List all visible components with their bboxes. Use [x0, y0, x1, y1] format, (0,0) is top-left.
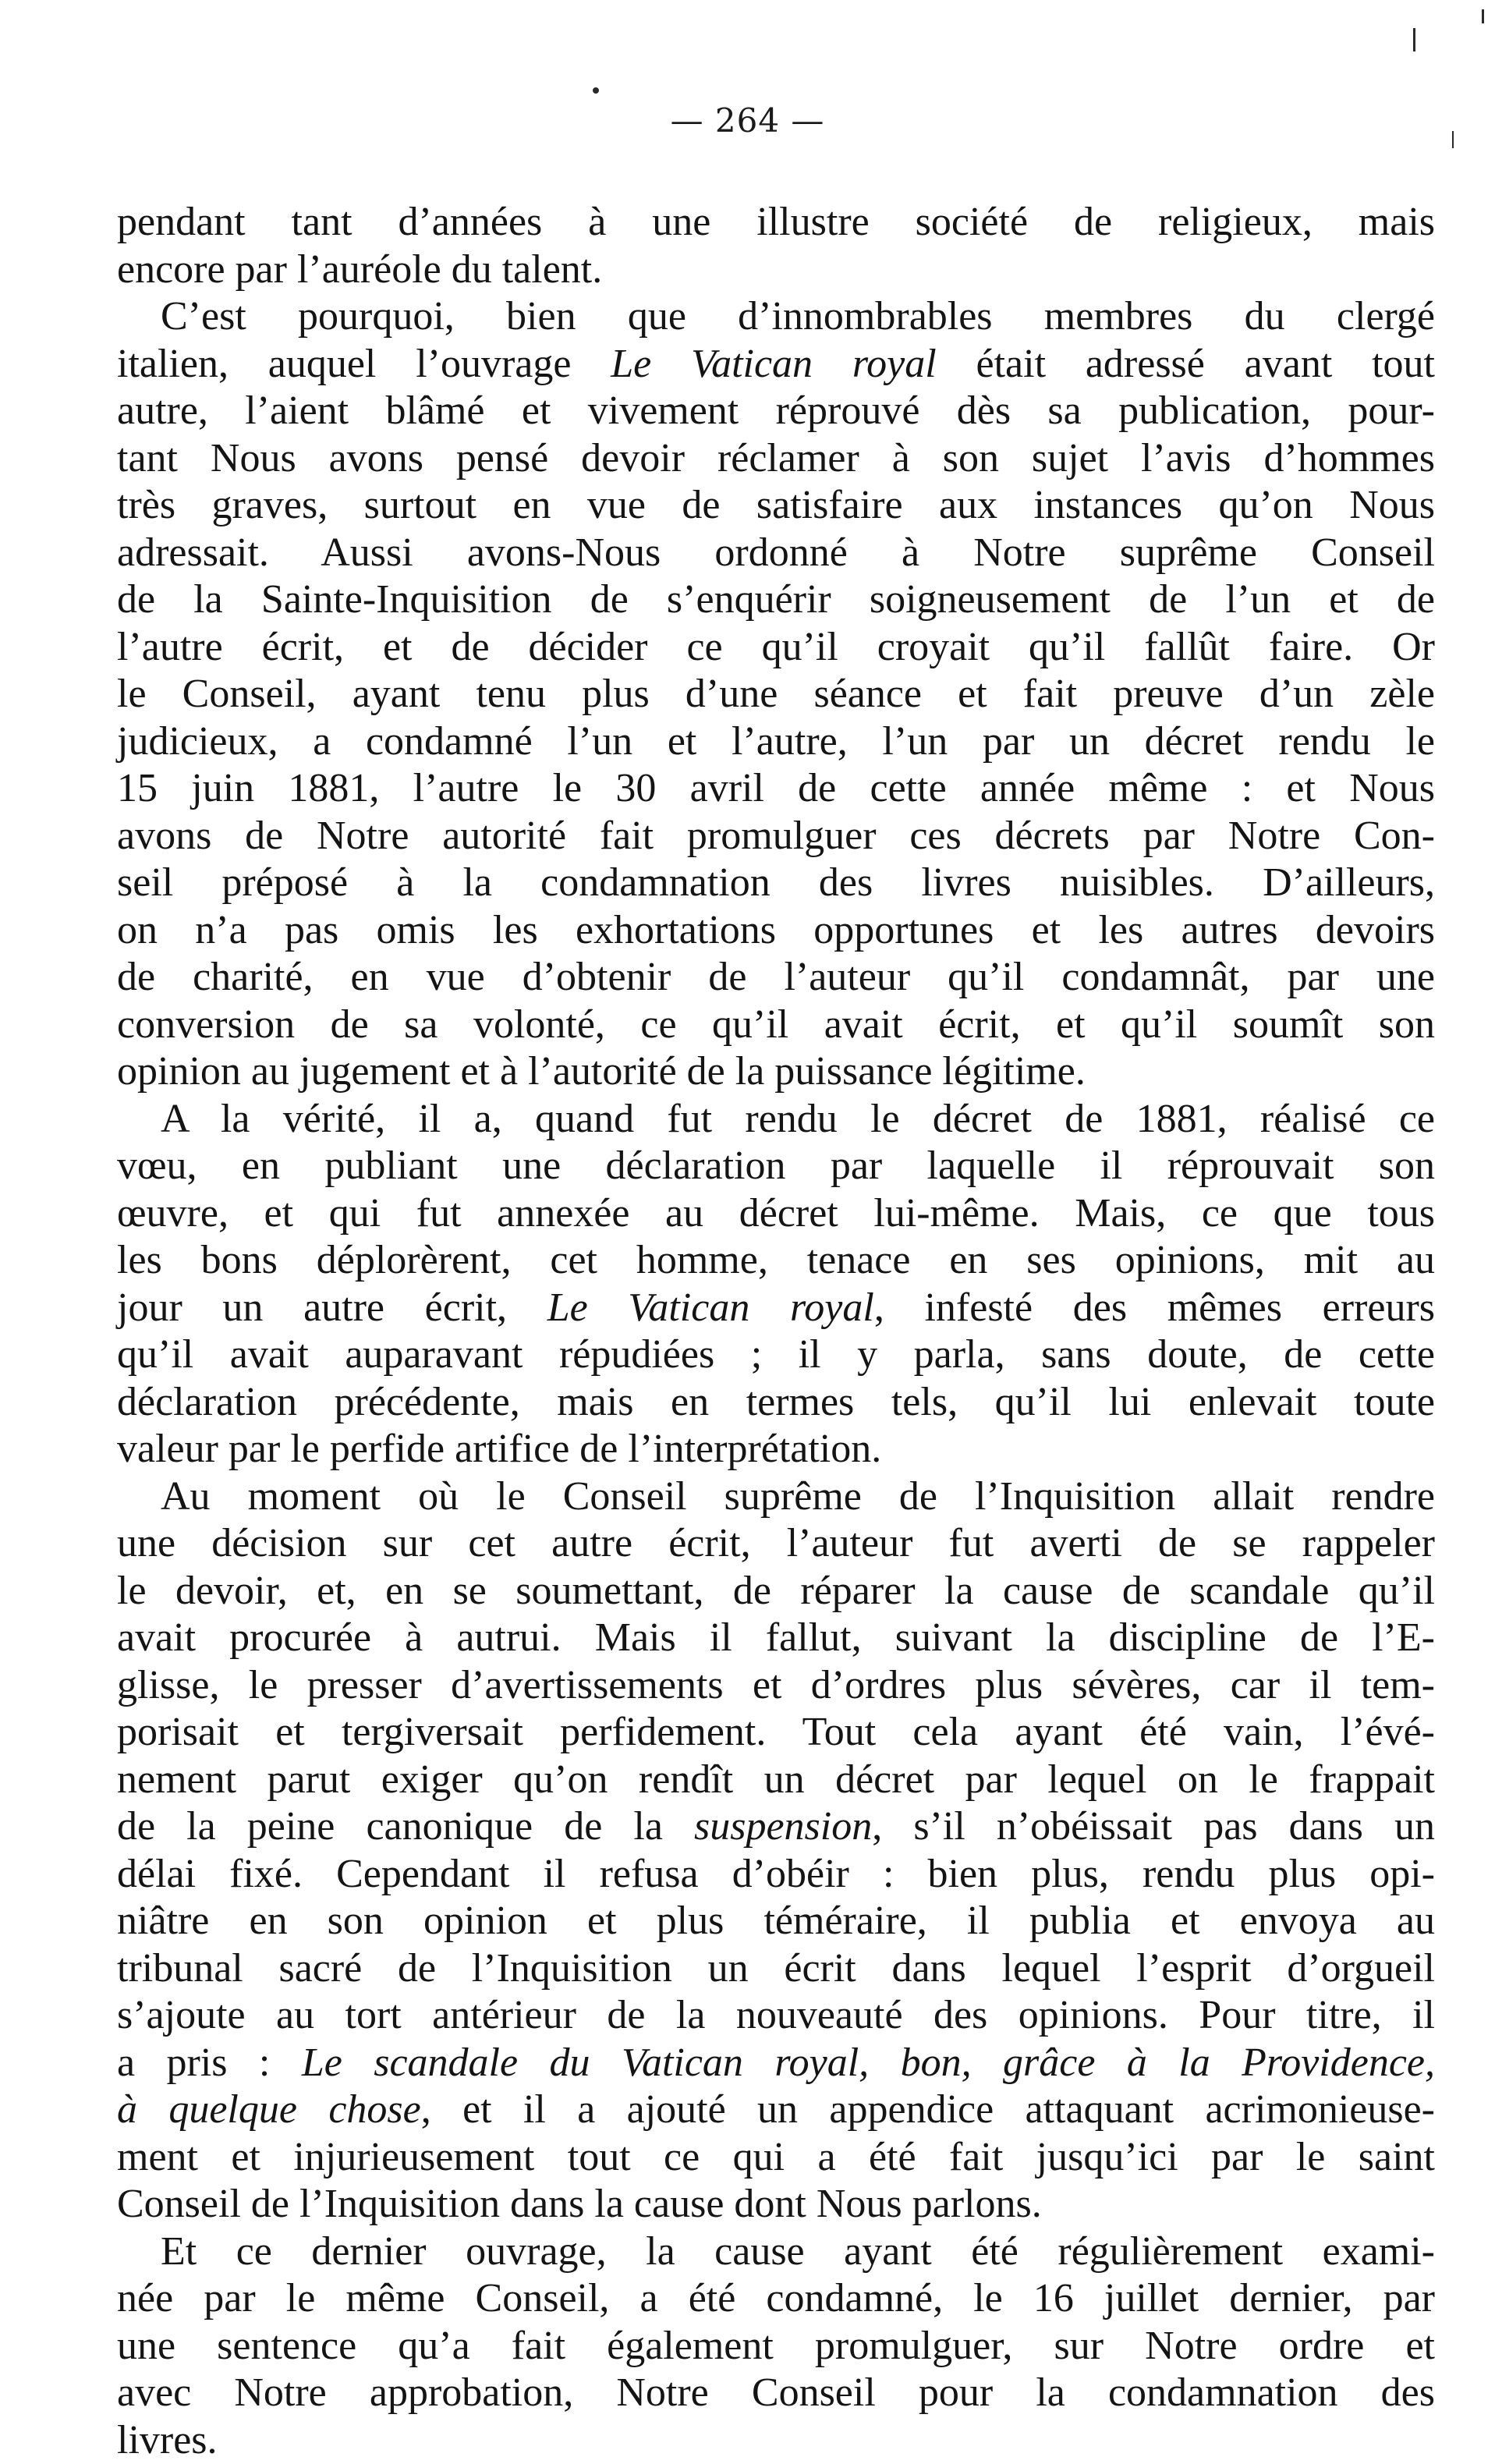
- text-line: tribunal sacré de l’Inquisition un écrit dans lequel l’esprit d’orgueil: [117, 1945, 1435, 1993]
- text-line: on n’a pas omis les exhortations opportunes et les autres devoirs: [117, 907, 1435, 955]
- text-line: déclaration précédente, mais en termes tels, qu’il lui enlevait toute: [117, 1379, 1435, 1427]
- body-text: [117, 199, 1435, 2464]
- text-line: [117, 1285, 1435, 1332]
- text-line: opinion au jugement et à l’autorité de la puissance légitime.: [117, 1048, 1435, 1096]
- text-line: [117, 2040, 1435, 2087]
- text-segment: , infesté des mêmes erreurs: [874, 1285, 1435, 1330]
- text-line: très graves, surtout en vue de satisfaire aux instances qu’on Nous: [117, 482, 1435, 530]
- ink-speck: [1452, 131, 1454, 148]
- text-line: qu’il avait auparavant répudiées ; il y parla, sans doute, de cette: [117, 1331, 1435, 1379]
- text-line: 15 juin 1881, l’autre le 30 avril de cette année même : et Nous: [117, 765, 1435, 813]
- text-line: de charité, en vue d’obtenir de l’auteur qu’il condamnât, par une: [117, 954, 1435, 1002]
- text-line: porisait et tergiversait perfidement. Tout cela ayant été vain, l’évé-: [117, 1709, 1435, 1757]
- text-line: livres.: [117, 2417, 1435, 2464]
- text-line: niâtre en son opinion et plus téméraire, il publia et envoya au: [117, 1898, 1435, 1945]
- text-line: [117, 2086, 1435, 2134]
- text-line: glisse, le presser d’avertissements et d’ordres plus sévères, car il tem-: [117, 1662, 1435, 1710]
- text-line: l’autre écrit, et de décider ce qu’il croyait qu’il fallût faire. Or: [117, 624, 1435, 672]
- text-line: œuvre, et qui fut annexée au décret lui-même. Mais, ce que tous: [117, 1190, 1435, 1238]
- text-line: C’est pourquoi, bien que d’innombrables membres du clergé: [117, 293, 1435, 341]
- text-line: Au moment où le Conseil suprême de l’Inquisition allait rendre: [117, 1473, 1435, 1521]
- text-line: avons de Notre autorité fait promulguer ces décrets par Notre Con-: [117, 813, 1435, 860]
- text-segment: , et il a ajouté un appendice attaquant acrimonieuse-: [421, 2087, 1435, 2132]
- text-line: [117, 1803, 1435, 1851]
- text-line: encore par l’auréole du talent.: [117, 246, 1435, 294]
- text-line: conversion de sa volonté, ce qu’il avait écrit, et qu’il soumît son: [117, 1002, 1435, 1049]
- text-line: autre, l’aient blâmé et vivement réprouvé dès sa publication, pour-: [117, 388, 1435, 435]
- ink-speck: [1413, 28, 1415, 51]
- text-segment: italien, auquel l’ouvrage: [117, 342, 611, 386]
- text-line: Conseil de l’Inquisition dans la cause dont Nous parlons.: [117, 2181, 1435, 2228]
- text-line: délai fixé. Cependant il refusa d’obéir : bien plus, rendu plus opi-: [117, 1851, 1435, 1899]
- text-line: les bons déplorèrent, cet homme, tenace en ses opinions, mit au: [117, 1237, 1435, 1285]
- text-line: avait procurée à autrui. Mais il fallut, suivant la discipline de l’E-: [117, 1615, 1435, 1662]
- text-line: adressait. Aussi avons-Nous ordonné à Notre suprême Conseil: [117, 530, 1435, 577]
- text-line: vœu, en publiant une déclaration par laquelle il réprouvait son: [117, 1143, 1435, 1190]
- text-line: une décision sur cet autre écrit, l’auteur fut averti de se rappeler: [117, 1520, 1435, 1568]
- text-line: née par le même Conseil, a été condamné, le 16 juillet dernier, par: [117, 2275, 1435, 2323]
- text-segment: , s’il n’obéissait pas dans un: [872, 1804, 1435, 1849]
- text-line: pendant tant d’années à une illustre société de religieux, mais: [117, 199, 1435, 246]
- text-line: nement parut exiger qu’on rendît un décret par lequel on le frappait: [117, 1757, 1435, 1804]
- text-line: seil préposé à la condamnation des livres nuisibles. D’ailleurs,: [117, 860, 1435, 907]
- text-segment: jour un autre écrit,: [117, 1285, 547, 1330]
- text-line: le Conseil, ayant tenu plus d’une séance et fait preuve d’un zèle: [117, 671, 1435, 718]
- text-line: judicieux, a condamné l’un et l’autre, l’un par un décret rendu le: [117, 718, 1435, 766]
- text-segment: a pris :: [117, 2040, 302, 2085]
- italic-title: suspension: [694, 1804, 872, 1849]
- text-line: le devoir, et, en se soumettant, de réparer la cause de scandale qu’il: [117, 1568, 1435, 1615]
- text-line: A la vérité, il a, quand fut rendu le décret de 1881, réalisé ce: [117, 1096, 1435, 1143]
- italic-title: à quelque chose: [117, 2087, 421, 2132]
- ink-speck: [593, 87, 599, 94]
- text-line: s’ajoute au tort antérieur de la nouveauté des opinions. Pour titre, il: [117, 1992, 1435, 2040]
- italic-title: Le scandale du Vatican royal, bon, grâce à la Providence,: [302, 2040, 1435, 2085]
- text-line: [117, 341, 1435, 388]
- text-line: tant Nous avons pensé devoir réclamer à son sujet l’avis d’hommes: [117, 435, 1435, 483]
- text-line: de la Sainte-Inquisition de s’enquérir soigneusement de l’un et de: [117, 576, 1435, 624]
- text-segment: de la peine canonique de la: [117, 1804, 694, 1849]
- text-line: ment et injurieusement tout ce qui a été fait jusqu’ici par le saint: [117, 2134, 1435, 2182]
- text-line: avec Notre approbation, Notre Conseil pour la condamnation des: [117, 2370, 1435, 2417]
- page-number: — 264 —: [0, 101, 1495, 140]
- text-line: valeur par le perfide artifice de l’interprétation.: [117, 1426, 1435, 1473]
- text-line: Et ce dernier ouvrage, la cause ayant été régulièrement exami-: [117, 2228, 1435, 2276]
- italic-title: Le Vatican royal: [611, 342, 936, 386]
- text-segment: était adressé avant tout: [937, 342, 1435, 386]
- text-line: une sentence qu’a fait également promulguer, sur Notre ordre et: [117, 2323, 1435, 2370]
- ink-speck: [1482, 9, 1484, 23]
- italic-title: Le Vatican royal: [547, 1285, 874, 1330]
